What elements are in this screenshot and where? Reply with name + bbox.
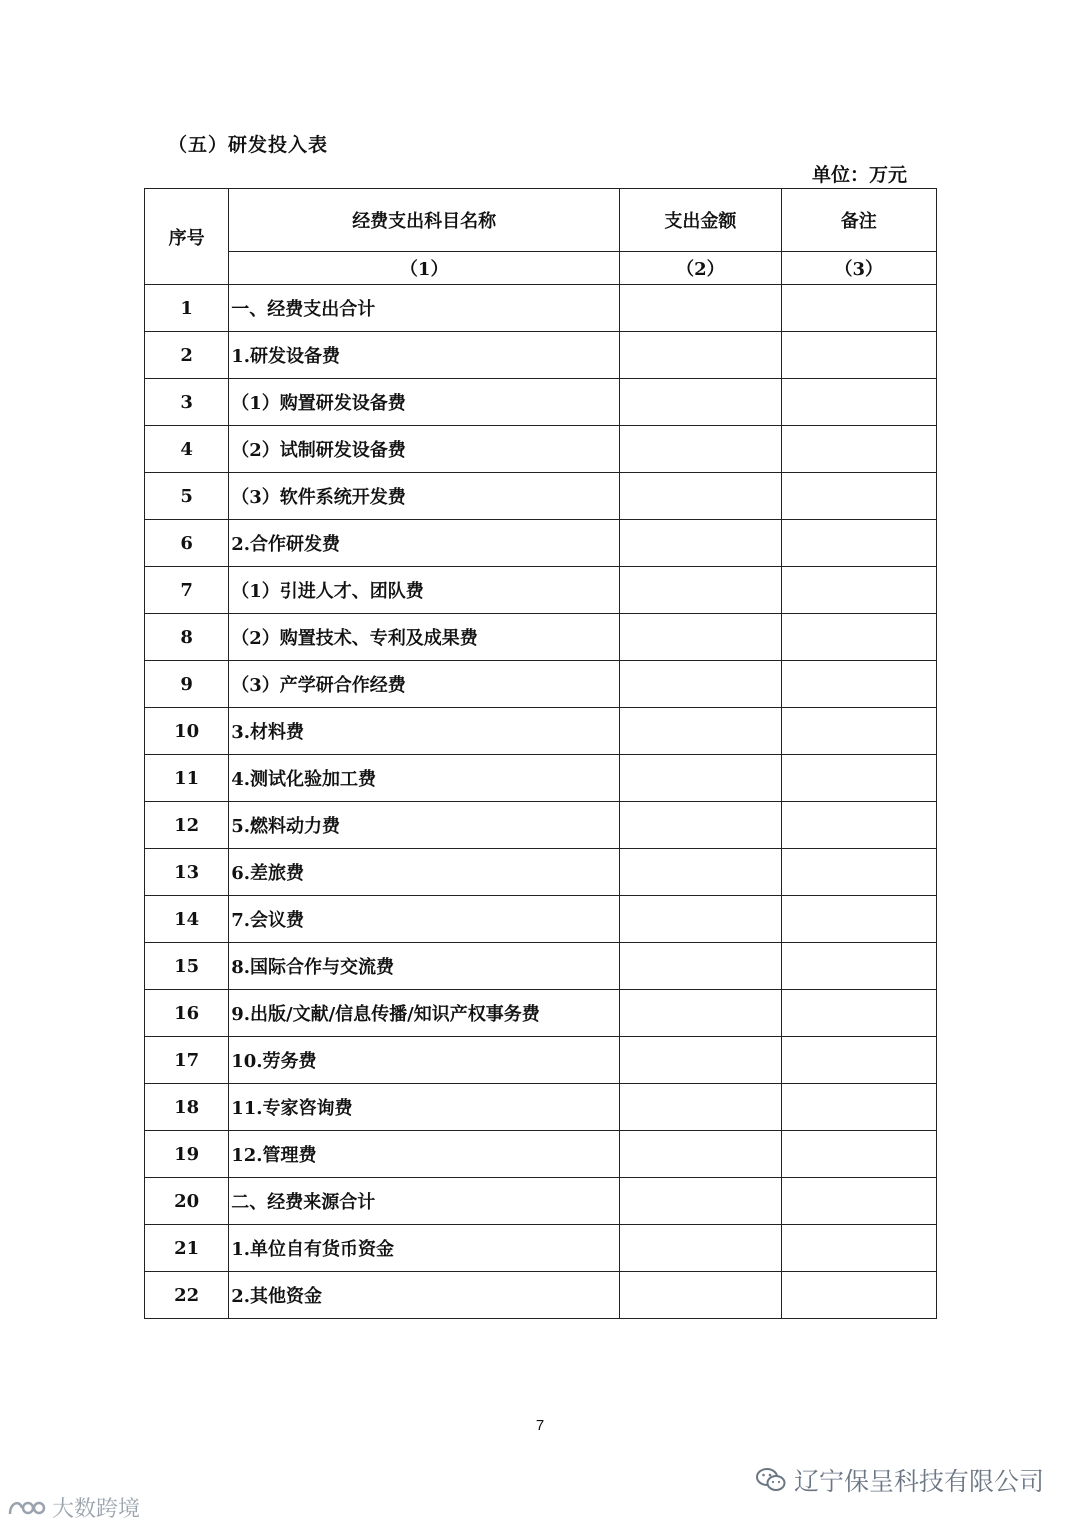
table-row xyxy=(145,285,937,332)
row-note-cell[interactable] xyxy=(781,379,936,426)
row-amount-cell[interactable] xyxy=(620,473,781,520)
table-row xyxy=(145,332,937,379)
row-name: 6.差旅费 xyxy=(229,849,620,896)
header-note: 备注 xyxy=(781,189,936,252)
row-seq: 11 xyxy=(145,755,229,802)
header-col1: （1） xyxy=(229,252,620,285)
table-row xyxy=(145,1131,937,1178)
row-note-cell[interactable] xyxy=(781,1225,936,1272)
row-amount-cell[interactable] xyxy=(620,896,781,943)
row-note-cell[interactable] xyxy=(781,332,936,379)
table-row xyxy=(145,1225,937,1272)
row-seq: 8 xyxy=(145,614,229,661)
row-amount-cell[interactable] xyxy=(620,520,781,567)
table-row xyxy=(145,896,937,943)
row-amount-cell[interactable] xyxy=(620,661,781,708)
watermark-app xyxy=(6,1492,140,1523)
row-note-cell[interactable] xyxy=(781,1131,936,1178)
row-name: 8.国际合作与交流费 xyxy=(229,943,620,990)
header-row xyxy=(145,189,937,252)
row-amount-cell[interactable] xyxy=(620,1084,781,1131)
table-row xyxy=(145,379,937,426)
row-seq: 10 xyxy=(145,708,229,755)
row-name: 1.单位自有货币资金 xyxy=(229,1225,620,1272)
row-name: （2）试制研发设备费 xyxy=(229,426,620,473)
row-name: 二、经费来源合计 xyxy=(229,1178,620,1225)
row-amount-cell[interactable] xyxy=(620,849,781,896)
row-note-cell[interactable] xyxy=(781,426,936,473)
row-seq: 20 xyxy=(145,1178,229,1225)
row-name: 5.燃料动力费 xyxy=(229,802,620,849)
app-logo-icon xyxy=(6,1496,46,1520)
row-seq: 6 xyxy=(145,520,229,567)
table-row xyxy=(145,520,937,567)
header-amount: 支出金额 xyxy=(620,189,781,252)
row-seq: 3 xyxy=(145,379,229,426)
row-seq: 19 xyxy=(145,1131,229,1178)
row-amount-cell[interactable] xyxy=(620,426,781,473)
row-seq: 15 xyxy=(145,943,229,990)
row-seq: 7 xyxy=(145,567,229,614)
table-row xyxy=(145,1084,937,1131)
table-row xyxy=(145,1272,937,1319)
unit-label: 单位：万元 xyxy=(812,164,908,186)
row-name: （1）引进人才、团队费 xyxy=(229,567,620,614)
row-name: 1.研发设备费 xyxy=(229,332,620,379)
table-row xyxy=(145,849,937,896)
row-note-cell[interactable] xyxy=(781,567,936,614)
row-amount-cell[interactable] xyxy=(620,332,781,379)
row-amount-cell[interactable] xyxy=(620,1272,781,1319)
rd-investment-table xyxy=(144,188,937,1319)
row-amount-cell[interactable] xyxy=(620,1131,781,1178)
row-note-cell[interactable] xyxy=(781,1037,936,1084)
header-seq: 序号 xyxy=(145,189,229,285)
row-note-cell[interactable] xyxy=(781,990,936,1037)
header-index-row xyxy=(145,252,937,285)
row-note-cell[interactable] xyxy=(781,614,936,661)
table-row xyxy=(145,614,937,661)
table-row xyxy=(145,1037,937,1084)
row-note-cell[interactable] xyxy=(781,708,936,755)
row-name: 4.测试化验加工费 xyxy=(229,755,620,802)
row-note-cell[interactable] xyxy=(781,802,936,849)
row-name: （3）产学研合作经费 xyxy=(229,661,620,708)
document-title: （五）研发投入表 xyxy=(168,134,329,156)
row-amount-cell[interactable] xyxy=(620,708,781,755)
row-name: 2.其他资金 xyxy=(229,1272,620,1319)
table-row xyxy=(145,755,937,802)
page-number: 7 xyxy=(535,1417,545,1434)
row-note-cell[interactable] xyxy=(781,943,936,990)
row-note-cell[interactable] xyxy=(781,1178,936,1225)
table-row xyxy=(145,661,937,708)
row-seq: 4 xyxy=(145,426,229,473)
row-seq: 21 xyxy=(145,1225,229,1272)
row-amount-cell[interactable] xyxy=(620,943,781,990)
row-amount-cell[interactable] xyxy=(620,379,781,426)
table-row xyxy=(145,708,937,755)
table-row xyxy=(145,1178,937,1225)
row-amount-cell[interactable] xyxy=(620,755,781,802)
row-seq: 12 xyxy=(145,802,229,849)
table-row xyxy=(145,473,937,520)
row-name: 一、经费支出合计 xyxy=(229,285,620,332)
row-note-cell[interactable] xyxy=(781,473,936,520)
row-note-cell[interactable] xyxy=(781,896,936,943)
row-note-cell[interactable] xyxy=(781,661,936,708)
row-name: （1）购置研发设备费 xyxy=(229,379,620,426)
row-seq: 9 xyxy=(145,661,229,708)
row-note-cell[interactable] xyxy=(781,285,936,332)
wechat-icon xyxy=(756,1467,786,1493)
row-seq: 22 xyxy=(145,1272,229,1319)
row-amount-cell[interactable] xyxy=(620,567,781,614)
row-seq: 5 xyxy=(145,473,229,520)
table-row xyxy=(145,567,937,614)
row-note-cell[interactable] xyxy=(781,849,936,896)
row-note-cell[interactable] xyxy=(781,520,936,567)
row-name: （3）软件系统开发费 xyxy=(229,473,620,520)
row-name: 11.专家咨询费 xyxy=(229,1084,620,1131)
row-amount-cell[interactable] xyxy=(620,1037,781,1084)
row-seq: 18 xyxy=(145,1084,229,1131)
watermark-company xyxy=(756,1462,1044,1498)
row-name: （2）购置技术、专利及成果费 xyxy=(229,614,620,661)
row-name: 2.合作研发费 xyxy=(229,520,620,567)
row-seq: 13 xyxy=(145,849,229,896)
row-amount-cell[interactable] xyxy=(620,285,781,332)
row-seq: 16 xyxy=(145,990,229,1037)
row-amount-cell[interactable] xyxy=(620,802,781,849)
header-name: 经费支出科目名称 xyxy=(229,189,620,252)
row-name: 12.管理费 xyxy=(229,1131,620,1178)
watermark-app-text: 大数跨境 xyxy=(52,1497,141,1522)
row-name: 9.出版/文献/信息传播/知识产权事务费 xyxy=(229,990,620,1037)
row-seq: 1 xyxy=(145,285,229,332)
table-row xyxy=(145,802,937,849)
header-col2: （2） xyxy=(620,252,781,285)
row-note-cell[interactable] xyxy=(781,1084,936,1131)
row-name: 7.会议费 xyxy=(229,896,620,943)
row-seq: 17 xyxy=(145,1037,229,1084)
table-row xyxy=(145,426,937,473)
header-col3: （3） xyxy=(781,252,936,285)
watermark-company-text: 辽宁保呈科技有限公司 xyxy=(793,1467,1044,1496)
row-amount-cell[interactable] xyxy=(620,990,781,1037)
table-row xyxy=(145,990,937,1037)
row-seq: 2 xyxy=(145,332,229,379)
row-name: 3.材料费 xyxy=(229,708,620,755)
row-amount-cell[interactable] xyxy=(620,1178,781,1225)
table-row xyxy=(145,943,937,990)
row-note-cell[interactable] xyxy=(781,1272,936,1319)
row-amount-cell[interactable] xyxy=(620,614,781,661)
row-amount-cell[interactable] xyxy=(620,1225,781,1272)
row-name: 10.劳务费 xyxy=(229,1037,620,1084)
row-note-cell[interactable] xyxy=(781,755,936,802)
row-seq: 14 xyxy=(145,896,229,943)
